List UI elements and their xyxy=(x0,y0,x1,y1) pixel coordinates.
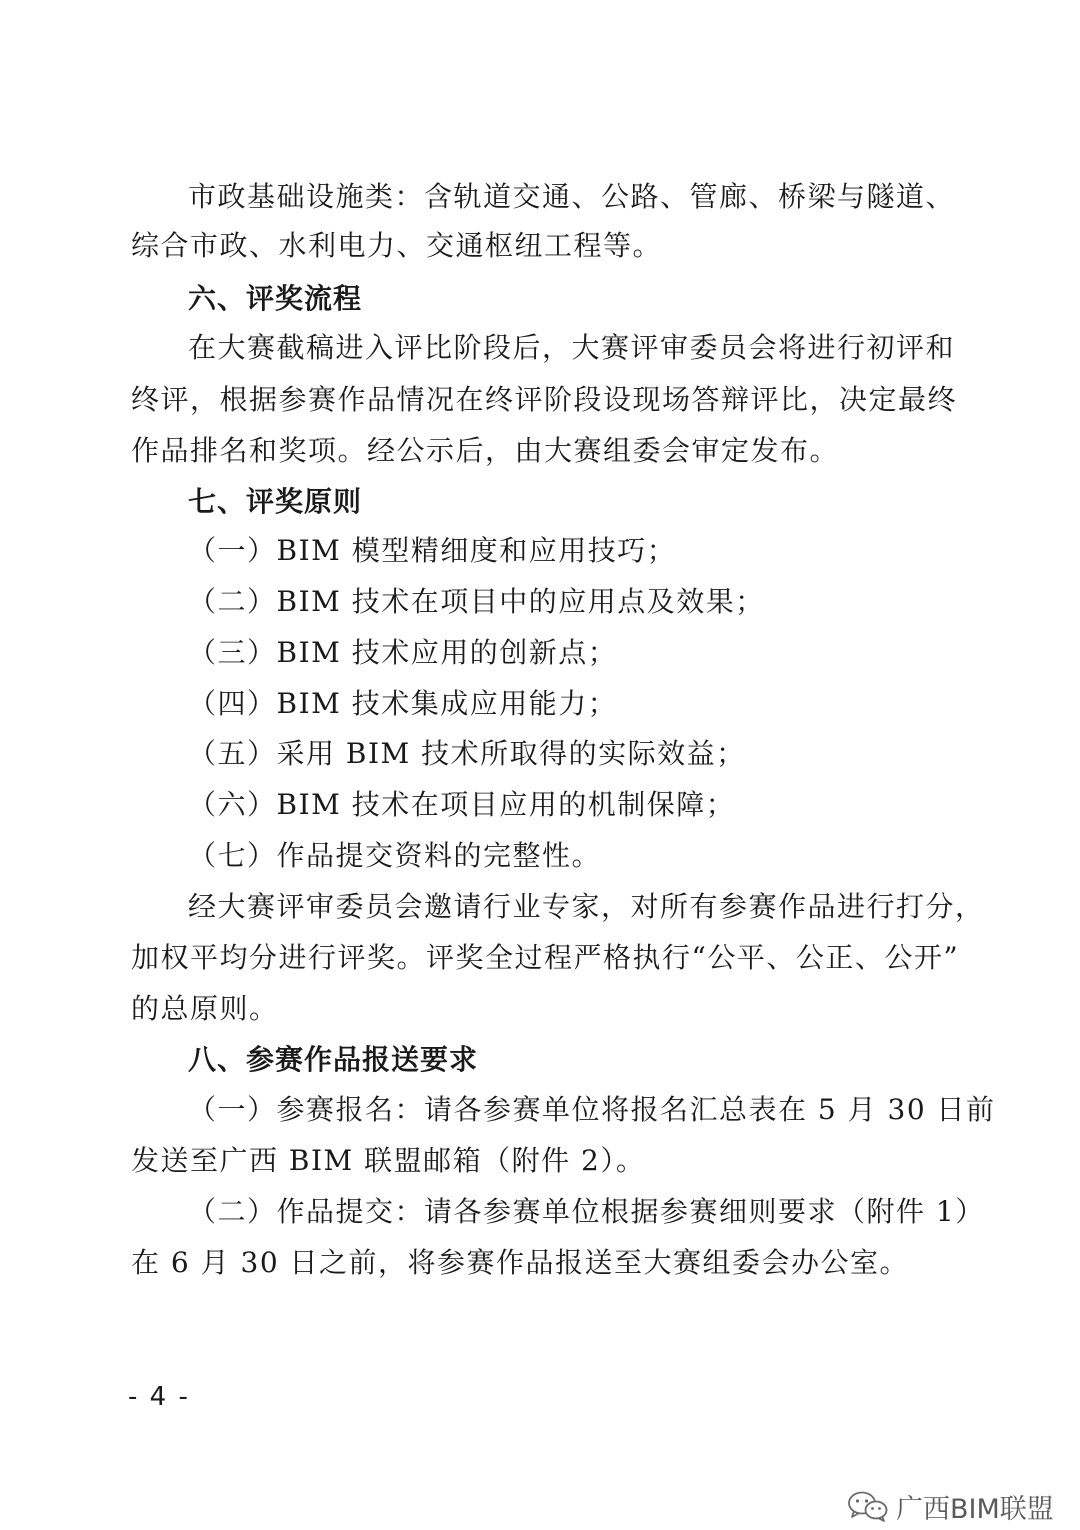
paragraph-line: 加权平均分进行评奖。评奖全过程严格执行“公平、公正、公开” xyxy=(131,941,960,974)
wechat-icon xyxy=(846,1489,890,1523)
paragraph-line: 终评，根据参赛作品情况在终评阶段设现场答辩评比，决定最终 xyxy=(131,383,958,416)
watermark-text: 广西BIM联盟 xyxy=(896,1493,1054,1525)
paragraph-line: （一）参赛报名：请各参赛单位将报名汇总表在 5 月 30 日前 xyxy=(188,1093,996,1126)
list-item: （五）采用 BIM 技术所取得的实际效益； xyxy=(188,737,746,770)
paragraph-line: （二）作品提交：请各参赛单位根据参赛细则要求（附件 1） xyxy=(188,1195,985,1228)
paragraph-line: 综合市政、水利电力、交通枢纽工程等。 xyxy=(131,229,663,262)
list-item: （四）BIM 技术集成应用能力； xyxy=(188,687,618,720)
paragraph-line: 市政基础设施类：含轨道交通、公路、管廊、桥梁与隧道、 xyxy=(188,180,956,213)
paragraph-line: 作品排名和奖项。经公示后，由大赛组委会审定发布。 xyxy=(131,434,840,467)
section-heading-7: 七、评奖原则 xyxy=(188,485,363,518)
paragraph-line: 发送至广西 BIM 联盟邮箱（附件 2）。 xyxy=(131,1144,646,1177)
list-item: （三）BIM 技术应用的创新点； xyxy=(188,636,618,669)
paragraph-line: 经大赛评审委员会邀请行业专家，对所有参赛作品进行打分， xyxy=(188,890,985,923)
list-item: （七）作品提交资料的完整性。 xyxy=(188,839,602,872)
source-watermark xyxy=(846,1485,1054,1527)
paragraph-line: 的总原则。 xyxy=(131,992,279,1025)
page-number: - 4 - xyxy=(128,1382,190,1412)
list-item: （二）BIM 技术在项目中的应用点及效果； xyxy=(188,585,765,618)
list-item: （一）BIM 模型精细度和应用技巧； xyxy=(188,534,677,567)
list-item: （六）BIM 技术在项目应用的机制保障； xyxy=(188,788,736,821)
section-heading-6: 六、评奖流程 xyxy=(188,282,363,315)
section-heading-8: 八、参赛作品报送要求 xyxy=(188,1043,479,1076)
paragraph-line: 在大赛截稿进入评比阶段后，大赛评审委员会将进行初评和 xyxy=(188,331,956,364)
paragraph-line: 在 6 月 30 日之前，将参赛作品报送至大赛组委会办公室。 xyxy=(131,1246,910,1279)
